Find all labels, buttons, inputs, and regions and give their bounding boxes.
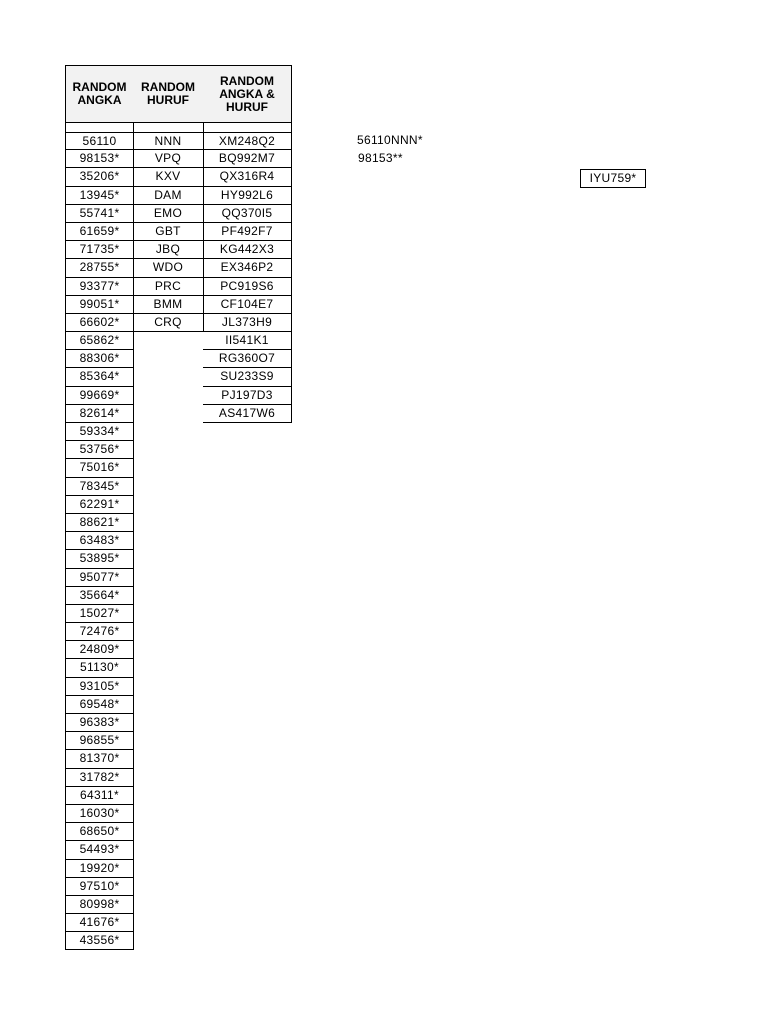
- angka-cell: 62291*: [65, 496, 134, 514]
- list-random-angka-huruf: [203, 132, 292, 423]
- header-random-huruf: RANDOM HURUF: [133, 65, 204, 123]
- angka-cell: 69548*: [65, 696, 134, 714]
- angka-cell: 88621*: [65, 514, 134, 532]
- angka-cell: 72476*: [65, 623, 134, 641]
- mix-cell: HY992L6: [203, 187, 292, 205]
- angka-cell: 55741*: [65, 205, 134, 223]
- mix-cell: AS417W6: [203, 405, 292, 423]
- mix-cell: CF104E7: [203, 296, 292, 314]
- angka-cell: 51130*: [65, 659, 134, 677]
- angka-cell: 68650*: [65, 823, 134, 841]
- angka-cell: 16030*: [65, 805, 134, 823]
- angka-cell: 99669*: [65, 387, 134, 405]
- angka-cell: 53895*: [65, 550, 134, 568]
- angka-cell: 54493*: [65, 841, 134, 859]
- angka-cell: 31782*: [65, 769, 134, 787]
- mix-cell: KG442X3: [203, 241, 292, 259]
- mix-cell: PJ197D3: [203, 387, 292, 405]
- mix-cell: PC919S6: [203, 278, 292, 296]
- list-random-huruf: [133, 132, 204, 332]
- angka-cell: 28755*: [65, 259, 134, 277]
- angka-cell: 75016*: [65, 459, 134, 477]
- angka-cell: 93377*: [65, 278, 134, 296]
- mix-cell: PF492F7: [203, 223, 292, 241]
- angka-cell: 56110: [65, 132, 134, 150]
- angka-cell: 35664*: [65, 587, 134, 605]
- angka-cell: 35206*: [65, 168, 134, 186]
- header-gap: [203, 123, 292, 132]
- mix-cell: RG360O7: [203, 350, 292, 368]
- mix-cell: SU233S9: [203, 368, 292, 386]
- angka-cell: 61659*: [65, 223, 134, 241]
- angka-cell: 98153*: [65, 150, 134, 168]
- angka-cell: 19920*: [65, 860, 134, 878]
- angka-cell: 41676*: [65, 914, 134, 932]
- huruf-cell: EMO: [133, 205, 204, 223]
- angka-cell: 24809*: [65, 641, 134, 659]
- huruf-cell: VPQ: [133, 150, 204, 168]
- header-gap: [65, 123, 134, 132]
- huruf-cell: CRQ: [133, 314, 204, 332]
- angka-cell: 53756*: [65, 441, 134, 459]
- note-line-2: 98153**: [358, 151, 403, 165]
- angka-cell: 15027*: [65, 605, 134, 623]
- angka-cell: 71735*: [65, 241, 134, 259]
- column-random-huruf: [133, 65, 204, 332]
- angka-cell: 93105*: [65, 678, 134, 696]
- angka-cell: 85364*: [65, 368, 134, 386]
- mix-cell: JL373H9: [203, 314, 292, 332]
- column-random-angka: [65, 65, 134, 950]
- column-random-angka-huruf: [203, 65, 292, 423]
- boxed-code: IYU759*: [580, 169, 646, 188]
- mix-cell: QQ370I5: [203, 205, 292, 223]
- header-gap: [133, 123, 204, 132]
- angka-cell: 78345*: [65, 478, 134, 496]
- huruf-cell: KXV: [133, 168, 204, 186]
- huruf-cell: GBT: [133, 223, 204, 241]
- huruf-cell: NNN: [133, 132, 204, 150]
- angka-cell: 96383*: [65, 714, 134, 732]
- huruf-cell: PRC: [133, 278, 204, 296]
- mix-cell: QX316R4: [203, 168, 292, 186]
- angka-cell: 81370*: [65, 750, 134, 768]
- mix-cell: XM248Q2: [203, 132, 292, 150]
- angka-cell: 63483*: [65, 532, 134, 550]
- header-random-angka-huruf: RANDOM ANGKA & HURUF: [203, 65, 292, 123]
- angka-cell: 43556*: [65, 932, 134, 950]
- mix-cell: II541K1: [203, 332, 292, 350]
- header-random-angka: RANDOM ANGKA: [65, 65, 134, 123]
- angka-cell: 96855*: [65, 732, 134, 750]
- mix-cell: EX346P2: [203, 259, 292, 277]
- huruf-cell: DAM: [133, 187, 204, 205]
- angka-cell: 82614*: [65, 405, 134, 423]
- angka-cell: 97510*: [65, 878, 134, 896]
- note-line-1: 56110NNN*: [357, 133, 423, 147]
- angka-cell: 66602*: [65, 314, 134, 332]
- angka-cell: 59334*: [65, 423, 134, 441]
- angka-cell: 88306*: [65, 350, 134, 368]
- huruf-cell: WDO: [133, 259, 204, 277]
- angka-cell: 13945*: [65, 187, 134, 205]
- list-random-angka: [65, 132, 134, 950]
- angka-cell: 64311*: [65, 787, 134, 805]
- huruf-cell: BMM: [133, 296, 204, 314]
- angka-cell: 65862*: [65, 332, 134, 350]
- angka-cell: 99051*: [65, 296, 134, 314]
- mix-cell: BQ992M7: [203, 150, 292, 168]
- angka-cell: 95077*: [65, 569, 134, 587]
- angka-cell: 80998*: [65, 896, 134, 914]
- huruf-cell: JBQ: [133, 241, 204, 259]
